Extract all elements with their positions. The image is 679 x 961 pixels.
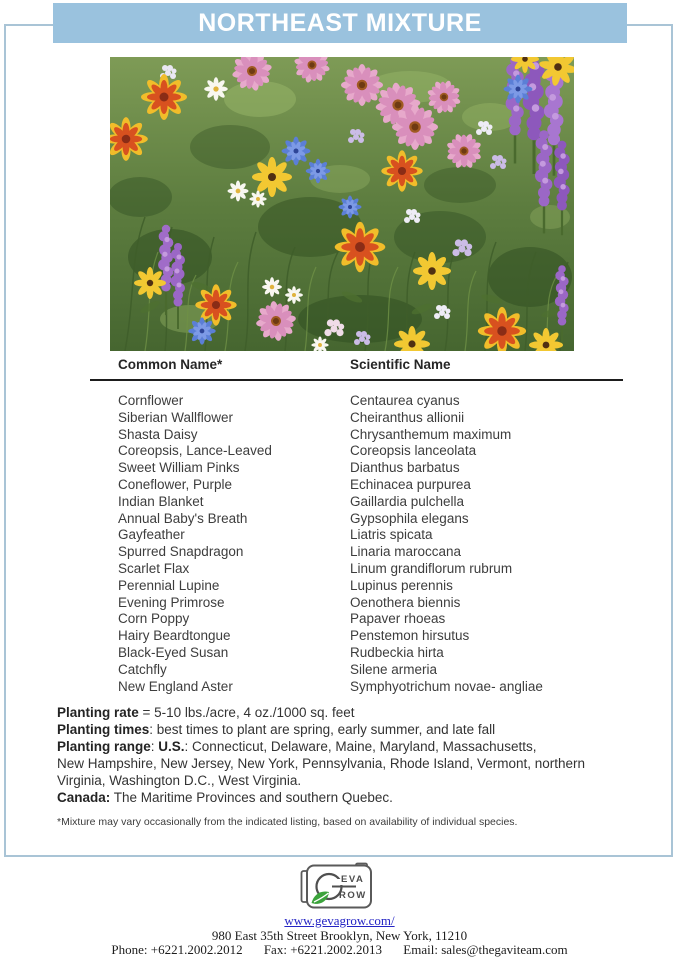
table-row — [118, 578, 623, 595]
email-group — [403, 942, 567, 957]
table-row — [118, 595, 623, 612]
scientific-name-cell: Linum grandiflorum rubrum — [350, 560, 513, 576]
scientific-name-cell: Gaillardia pulchella — [350, 493, 465, 509]
email-label: Email: — [403, 942, 438, 957]
wildflower-illustration — [110, 57, 574, 351]
common-name-cell: Catchfly — [118, 661, 167, 677]
common-name-cell: Coneflower, Purple — [118, 476, 233, 492]
gevagrow-logo-graphic — [298, 862, 382, 912]
scientific-name-cell: Echinacea purpurea — [350, 476, 471, 492]
table-row — [118, 544, 623, 561]
planting-line: New Hampshire, New Jersey, New York, Pennsylvania, Rhode Island, Vermont, northern — [57, 756, 586, 771]
common-name-cell: Black-Eyed Susan — [118, 644, 229, 660]
title-bar — [53, 3, 627, 43]
phone-value: +6221.2002.2012 — [150, 942, 243, 957]
common-name-cell: Gayfeather — [118, 527, 185, 543]
scientific-name-cell: Liatris spicata — [350, 527, 433, 543]
column-header-scientific-name: Scientific Name — [350, 357, 451, 372]
table-row — [118, 527, 623, 544]
common-name-cell: Cornflower — [118, 393, 184, 408]
table-row — [118, 561, 623, 578]
wildflower-photo — [110, 57, 574, 351]
common-name-cell: New England Aster — [118, 678, 233, 694]
scientific-name-cell: Silene armeria — [350, 661, 438, 677]
planting-info — [57, 704, 657, 806]
common-name-cell: Corn Poppy — [118, 611, 190, 627]
table-row — [118, 393, 623, 410]
table-header-row — [90, 357, 623, 381]
table-row — [118, 628, 623, 645]
planting-line: Planting times: best times to plant are spring, early summer, and late fall — [57, 722, 496, 737]
fax-label: Fax: — [263, 942, 287, 957]
common-name-cell: Scarlet Flax — [118, 560, 190, 576]
page-title: NORTHEAST MIXTURE — [198, 8, 482, 37]
scientific-name-cell: Centaurea cyanus — [350, 393, 460, 408]
table-row — [118, 679, 623, 696]
contact-line — [0, 943, 679, 958]
common-name-cell: Shasta Daisy — [118, 426, 198, 442]
table-row — [118, 494, 623, 511]
scientific-name-cell: Penstemon hirsutus — [350, 628, 470, 644]
scientific-name-cell: Dianthus barbatus — [350, 460, 460, 476]
logo-text-row: ROW — [338, 890, 367, 901]
scientific-name-cell: Rudbeckia hirta — [350, 644, 444, 660]
common-name-cell: Evening Primrose — [118, 594, 225, 610]
mixture-footnote: *Mixture may vary occasionally from the indicated listing, based on availability of individual species. — [57, 816, 518, 828]
common-name-cell: Annual Baby's Breath — [118, 510, 248, 526]
planting-line: Planting range: U.S.: Connecticut, Delaware, Maine, Maryland, Massachusetts, — [57, 739, 537, 754]
scientific-name-cell: Oenothera biennis — [350, 594, 461, 610]
table-row — [118, 427, 623, 444]
phone-label: Phone: — [111, 942, 148, 957]
species-rows — [90, 381, 623, 695]
table-row — [118, 477, 623, 494]
footer-contact — [0, 914, 679, 958]
scientific-name-cell: Coreopsis lanceolata — [350, 443, 477, 459]
table-row — [118, 611, 623, 628]
common-name-cell: Hairy Beardtongue — [118, 628, 231, 644]
common-name-cell: Spurred Snapdragon — [118, 544, 244, 560]
address-line: 980 East 35th Street Brooklyn, New York, 11210 — [211, 927, 468, 943]
common-name-cell: Perennial Lupine — [118, 577, 220, 593]
scientific-name-cell: Chrysanthemum maximum — [350, 426, 512, 442]
scientific-name-cell: Linaria maroccana — [350, 544, 462, 560]
common-name-cell: Siberian Wallflower — [118, 409, 234, 425]
website-link[interactable]: www.gevagrow.com/ — [284, 913, 395, 928]
fax-value: +6221.2002.2013 — [290, 942, 383, 957]
scientific-name-cell: Papaver rhoeas — [350, 611, 446, 627]
planting-line: Canada: The Maritime Provinces and southern Quebec. — [57, 790, 393, 805]
planting-line: Planting rate = 5-10 lbs./acre, 4 oz./1000 sq. feet — [57, 705, 355, 720]
species-table — [90, 357, 623, 695]
scientific-name-cell: Lupinus perennis — [350, 577, 453, 593]
table-row — [118, 410, 623, 427]
common-name-cell: Sweet William Pinks — [118, 460, 240, 476]
table-row — [118, 645, 623, 662]
scientific-name-cell: Gypsophila elegans — [350, 510, 469, 526]
table-row — [118, 443, 623, 460]
table-row — [118, 511, 623, 528]
fax-group — [264, 942, 382, 957]
planting-line: Virginia, Washington D.C., West Virginia. — [57, 773, 302, 788]
logo-text-eva: EVA — [340, 874, 364, 885]
scientific-name-cell: Symphyotrichum novae- angliae — [350, 678, 543, 694]
phone-group — [111, 942, 242, 957]
scientific-name-cell: Cheiranthus allionii — [350, 409, 465, 425]
column-header-common-name: Common Name* — [118, 357, 223, 372]
gevagrow-logo — [298, 862, 382, 912]
website-line — [0, 914, 679, 929]
common-name-cell: Coreopsis, Lance-Leaved — [118, 443, 272, 459]
table-row — [118, 662, 623, 679]
common-name-cell: Indian Blanket — [118, 493, 204, 509]
email-value: sales@thegaviteam.com — [441, 942, 568, 957]
table-row — [118, 460, 623, 477]
